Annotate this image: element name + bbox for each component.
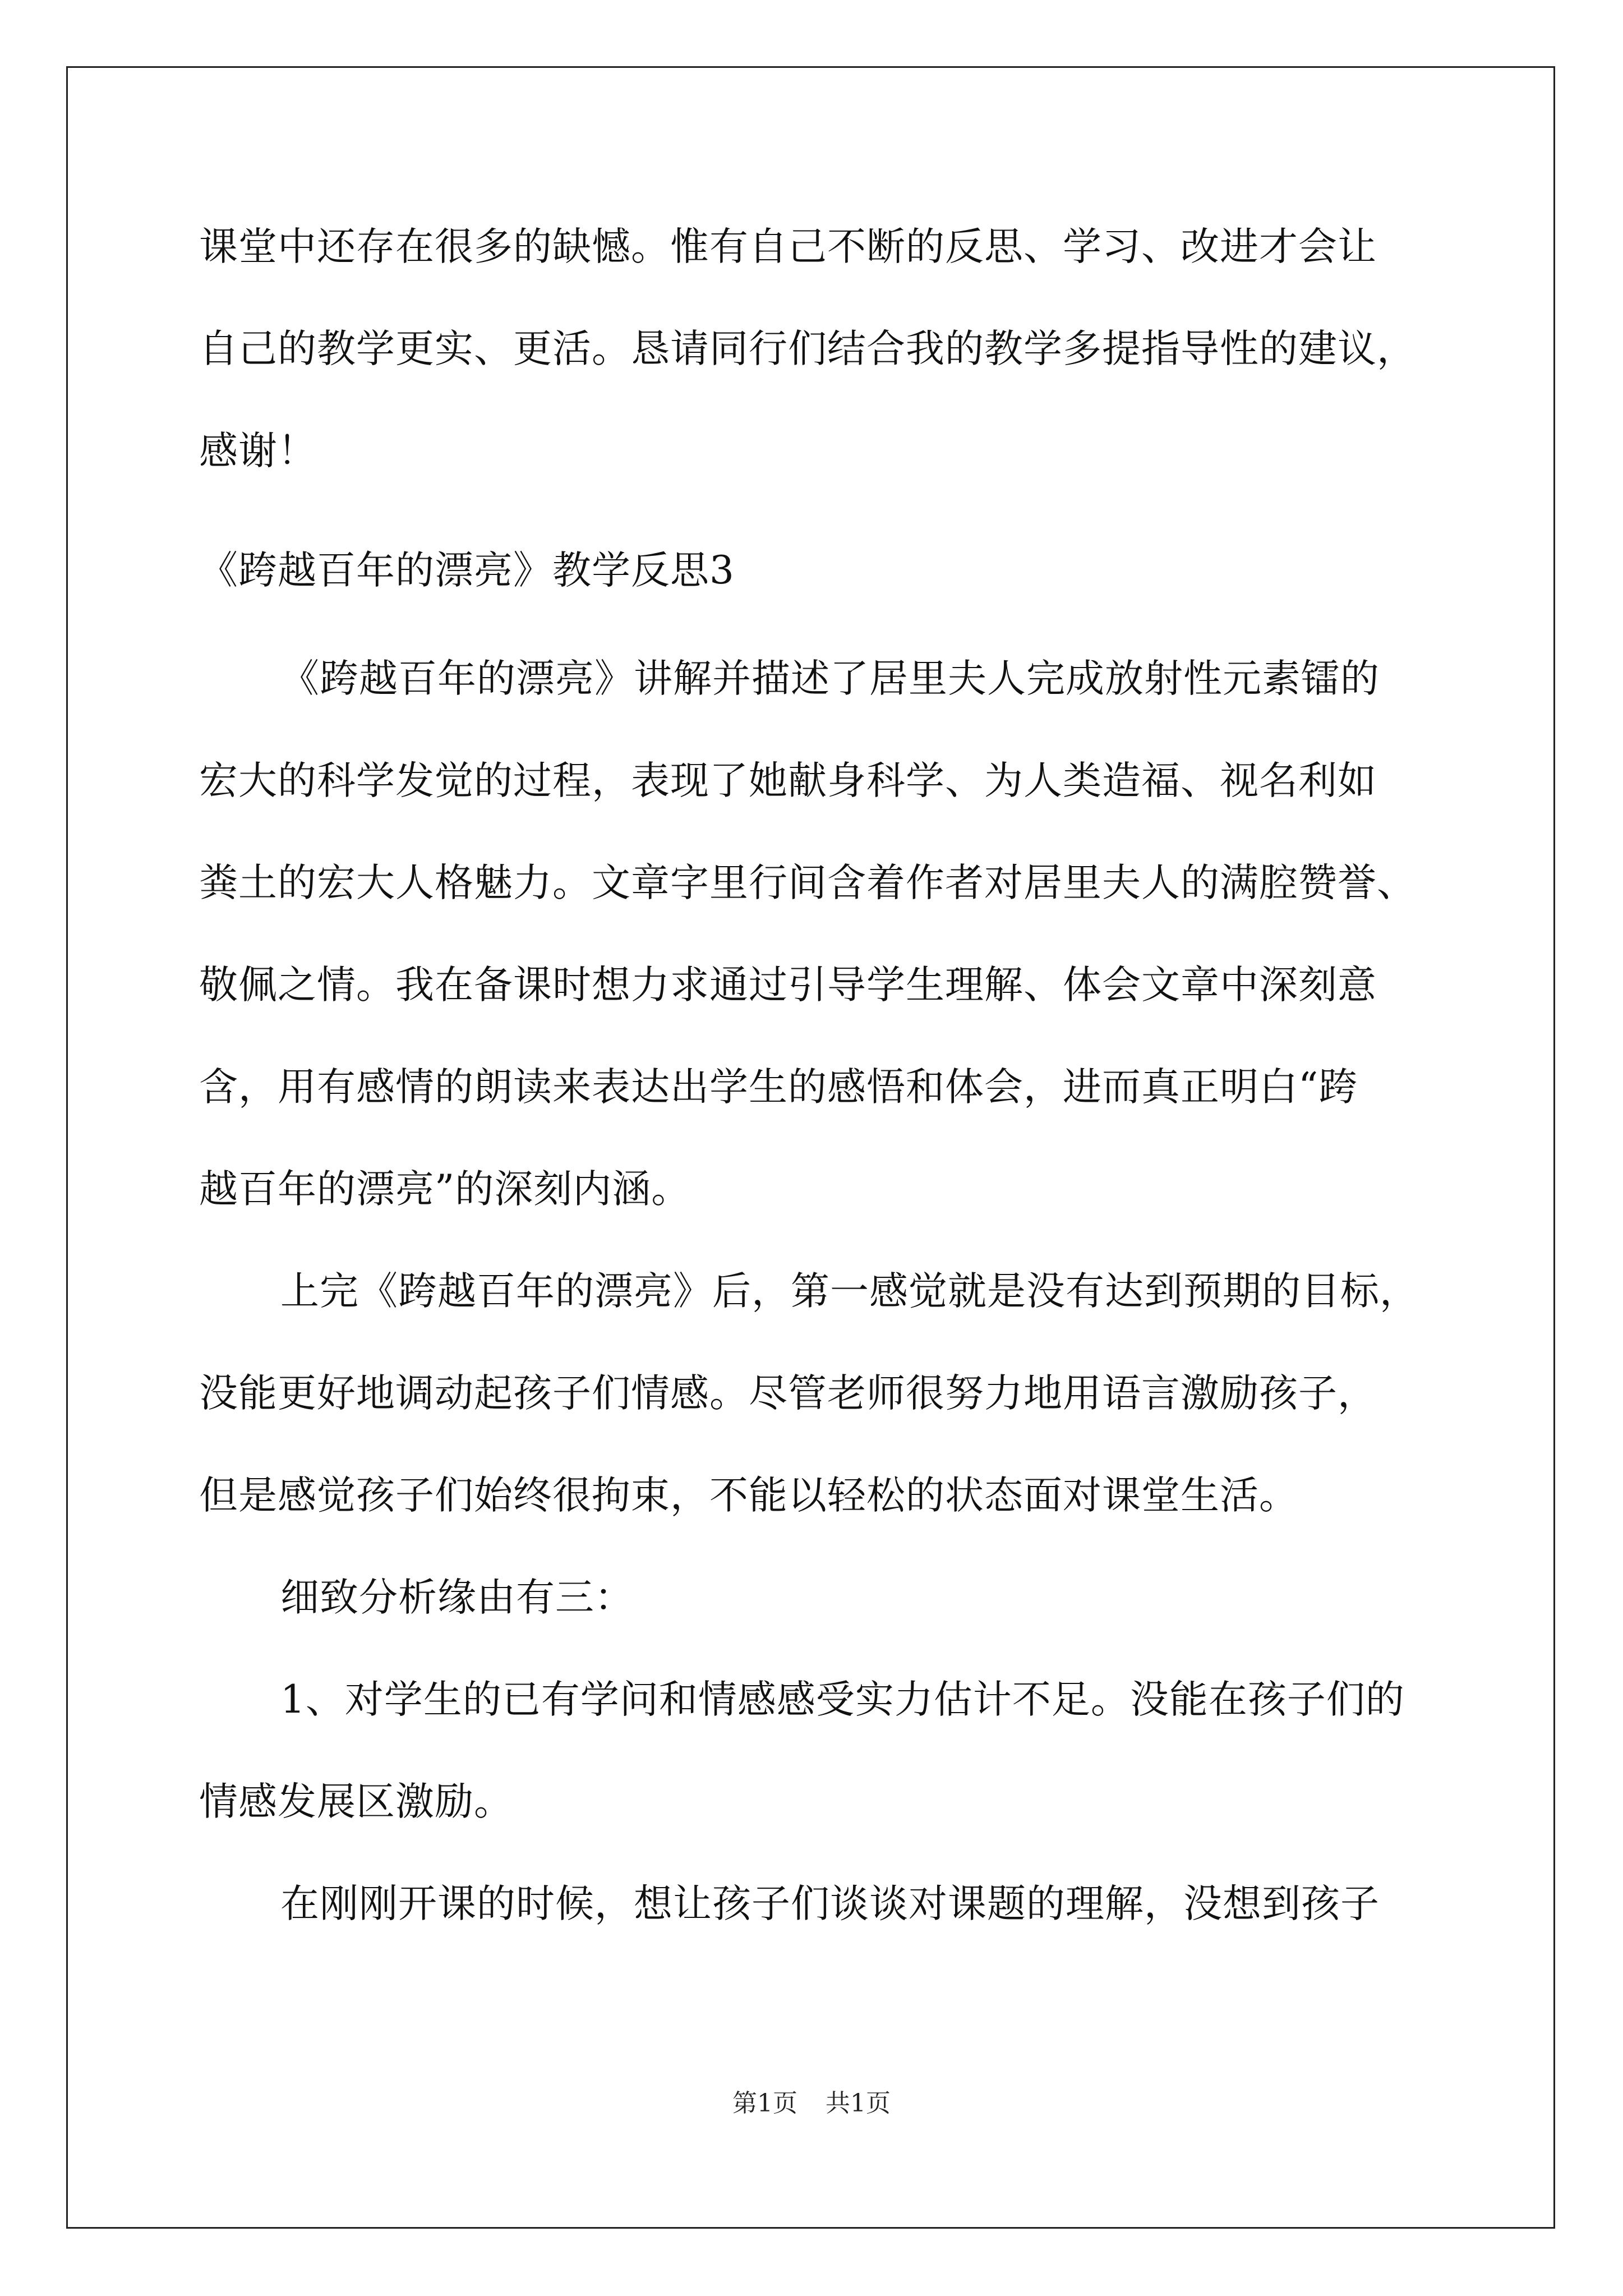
text-line: 上完《跨越百年的漂亮》后，第一感觉就是没有达到预期的目标， bbox=[280, 1269, 1419, 1314]
text-line: 感谢！ bbox=[199, 429, 317, 473]
page-footer bbox=[0, 2087, 1623, 2120]
text-line: 《跨越百年的漂亮》讲解并描述了居里夫人完成放射性元素镭的 bbox=[280, 656, 1380, 701]
text-line: 1、对学生的已有学问和情感感受实力估计不足。没能在孩子们的 bbox=[280, 1677, 1405, 1722]
page-total: 共1页 bbox=[826, 2089, 891, 2118]
text-line: 含，用有感情的朗读来表达出学生的感悟和体会，进而真正明白“跨 bbox=[199, 1065, 1358, 1110]
text-line: 但是感觉孩子们始终很拘束，不能以轻松的状态面对课堂生活。 bbox=[199, 1473, 1298, 1518]
text-line: 敬佩之情。我在备课时想力求通过引导学生理解、体会文章中深刻意 bbox=[199, 963, 1377, 1007]
section-heading: 《跨越百年的漂亮》教学反思3 bbox=[199, 548, 735, 593]
text-line: 没能更好地调动起孩子们情感。尽管老师很努力地用语言激励孩子， bbox=[199, 1371, 1377, 1416]
text-line: 越百年的漂亮”的深刻内涵。 bbox=[199, 1167, 691, 1212]
text-line: 自己的教学更实、更活。恳请同行们结合我的教学多提指导性的建议， bbox=[199, 326, 1416, 371]
text-line: 细致分析缘由有三： bbox=[280, 1575, 634, 1620]
text-line: 粪土的宏大人格魅力。文章字里行间含着作者对居里夫人的满腔赞誉、 bbox=[199, 861, 1416, 905]
page-number: 第1页 bbox=[732, 2089, 797, 2118]
text-line: 课堂中还存在很多的缺憾。惟有自己不断的反思、学习、改进才会让 bbox=[199, 224, 1377, 269]
text-line: 在刚刚开课的时候，想让孩子们谈谈对课题的理解，没想到孩子 bbox=[280, 1881, 1380, 1926]
text-line: 情感发展区激励。 bbox=[199, 1779, 513, 1824]
text-line: 宏大的科学发觉的过程，表现了她献身科学、为人类造福、视名利如 bbox=[199, 758, 1377, 803]
